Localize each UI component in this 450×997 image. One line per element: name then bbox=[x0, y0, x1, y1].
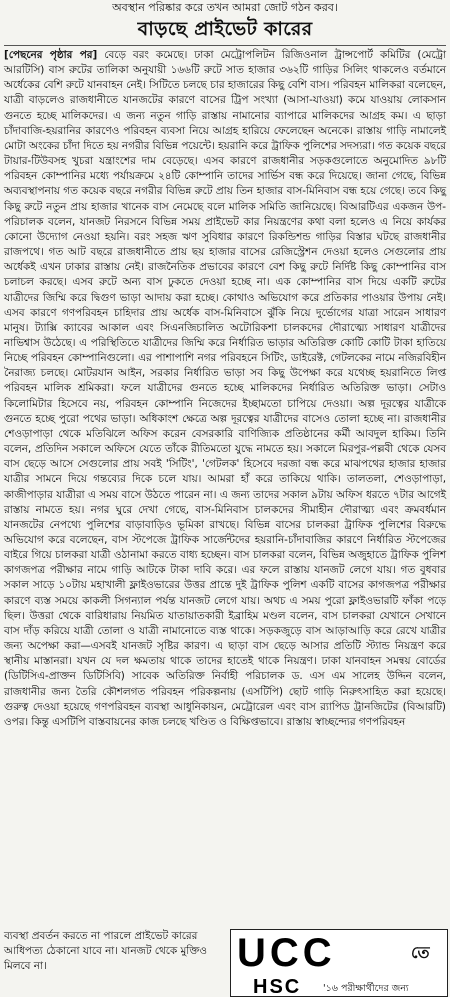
article-body bbox=[4, 48, 446, 730]
newspaper-page bbox=[0, 1, 450, 997]
ad-exam-label: HSC bbox=[253, 976, 302, 997]
article-tail-text: ব্যবস্থা প্রবর্তন করতে না পারলে প্রাইভেট কারের আধিপত্য ঠেকানো যাবে না। যানজট থেকে মুক্তিও মিলবে না। bbox=[4, 930, 207, 973]
ucc-advertisement bbox=[230, 929, 448, 997]
article-text: বেড়ে বরং কমেছে। ঢাকা মেট্রোপলিটন রিজিওনাল ট্রান্সপোর্ট কমিটির (মেট্রো আরটিসি) বাস রুটের তালিকা অনুযায়ী ১৬৬টি রুটে সাত হাজার ৩৬২টি গাড়ির সিলিং থাকলেও বর্তমানে অর্ধেকের বেশি রুটে যানবাহন নেই। সিটিতে চলছে চার হাজারের কিছু বেশি বাস। পরিবহন মালিকরা বলেছেন, যাত্রী বাড়লেও রাজধানীতে যানজটের কারণে বাসের ট্রিপ সংখ্যা (আসা-যাওয়া) কমে যাওয়ায় লোকসান গুনতে হচ্ছে মালিকদের। এ জন্য নতুন গাড়ি রাস্তায় নামানোর ব্যাপারে মালিকদের আগ্রহ কম। এ ছাড়া চাঁদাবাজি-হয়রানির কারণেও পরিবহন ব্যবসা নিয়ে আগ্রহ হারিয়ে ফেলেছেন অনেকে। রাস্তায় গাড়ি নামালেই মোটা অংকের চাঁদা দিতে হয় নগরীর বিভিন্ন পয়েন্টে। হয়রানি করে ট্রাফিক পুলিশের সদস্যরা। গত কয়েক বছরে টায়ার-টিউবসহ খুচরা যন্ত্রাংশের দাম বেড়েছে। এসব কারণে রাজধানীর সড়কগুলোতে অনুমোদিত ৯৮টি পরিবহন কোম্পানির মধ্যে পর্যায়ক্রমে ২৪টি কোম্পানি তাদের সার্ভিস বন্ধ করে দিয়েছে। জানা গেছে, বিভিন্ন অব্যবস্থাপনায় গত কয়েক বছরে নগরীর বিভিন্ন রুটে প্রায় তিন হাজার বাস-মিনিবাস বন্ধ হয়ে গেছে। তবে কিছু কিছু রুটে নতুন প্রায় হাজার খানেক বাস নেমেছে বলে মালিক সমিতি জানিয়েছে। বিআরটিএর একজন উপ-পরিচালক বলেন, যানজট নিরসনে বিভিন্ন সময় প্রাইভেট কার নিয়ন্ত্রণের কথা বলা হলেও এ নিয়ে কার্যকর কোনো উদ্যোগ নেওয়া হয়নি। বরং সহজ ঋণ সুবিধার কারণে রিকন্ডিশন্ড গাড়ির বিস্তার ঘটছে রাজধানীর রাজপথে। গত আট বছরে রাজধানীতে প্রায় ছয় হাজার বাসের রেজিস্ট্রেশন দেওয়া হলেও সেগুলোর প্রায় অর্ধেকই এখন ঢাকার রাস্তায় নেই। রাজনৈতিক প্রভাবের কারণে বেশ কিছু রুটে নির্দিষ্ট কিছু কোম্পানির বাস চলাচল করছে। এসব রুটে অন্য বাস ঢুকতে দেওয়া হচ্ছে না। এক কোম্পানির বাস দিয়ে একটি রুটের যাত্রীদের জিম্মি করে দ্বিগুণ ভাড়া আদায় করা হচ্ছে। কোথাও অভিযোগ করে প্রতিকার পাওয়ার উপায় নেই। এসব কারণে গণপরিবহন চাহিদার প্রায় অর্ধেক বাস-মিনিবাসে ঝুঁকি নিয়ে দুর্ভোগের যাত্রা সারেন সাধারণ মানুষ। ট্যাক্সি ক্যাবের আকাল এবং সিএনজিচালিত অটোরিকশা চালকদের দৌরাত্ম্যে সাধারণ যাত্রীদের নাভিশ্বাস উঠেছে। এ পরিস্থিতিতে যাত্রীদের জিম্মি করে নির্ধারিত ভাড়ার অতিরিক্ত কোটি কোটি টাকা হাতিয়ে নিচ্ছে পরিবহন কোম্পানিগুলো। এর পাশাপাশি নগর পরিবহনে সিটিং, ডাইরেক্ট, গেটলকের নামে নজিরবিহীন নৈরাজ্য চলছে। মোটরযান আইন, সরকার নির্ধারিত ভাড়া সব কিছু উপেক্ষা করে যথেচ্ছ হয়রানিতে লিপ্ত পরিবহন মালিক শ্রমিকরা। ফলে যাত্রীদের গুনতে হচ্ছে মালিকদের নির্ধারিত অতিরিক্ত ভাড়া। সেটাও কিলোমিটার হিসেবে নয়, পরিবহন কোম্পানি নিজেদের ইচ্ছামতো চাপিয়ে দেওয়া। অল্প দূরত্বের যাত্রীকে গুনতে হচ্ছে পুরো পথের ভাড়া। অধিকাংশ ক্ষেত্রে অল্প দূরত্বের যাত্রীদের বাসেও তোলা হচ্ছে না। রাজধানীর শেওড়াপাড়া থেকে মতিঝিলে অফিস করেন বেসরকারি বাণিজ্যিক প্রতিষ্ঠানের কর্মী আবদুল হাকিম। তিনি বলেন, প্রতিদিন সকালে অফিসে যেতে তাঁকে রীতিমতো যুদ্ধে নামতে হয়। সকালে মিরপুর-পল্লবী থেকে যেসব বাস ছেড়ে আসে সেগুলোর প্রায় সবই 'সিটিং', 'গেটলক' হিসেবে দরজা বন্ধ করে মাঝপথের হাজার হাজার যাত্রীর সামনে দিয়ে গন্তব্যের দিকে চলে যায়। আমরা হাঁ করে তাকিয়ে থাকি। তালতলা, শেওড়াপাড়া, কাজীপাড়ার যাত্রীরা এ সময় বাসে উঠতে পারেন না। এ জন্য তাদের সকাল ৯টায় অফিস ধরতে ৭টার আগেই রাস্তায় নামতে হয়। নগর ঘুরে দেখা গেছে, বাস-মিনিবাস চালকদের সীমাহীন দৌরাত্ম্য এবং ক্রমবর্ধমান যানজটের নেপথ্যে পুলিশের বাড়াবাড়িও ভূমিকা রাখছে। বিভিন্ন বাসের চালকরা ট্রাফিক পুলিশের বিরুদ্ধে অভিযোগ করে বলেছেন, বাস স্টপেজে ট্রাফিক সার্জেন্টদের হয়রানি-চাঁদাবাজির কারণে নির্ধারিত স্টপেজের বাইরে গিয়ে চালকরা যাত্রী ওঠানামা করতে বাধ্য হচ্ছেন। বাস চালকরা বলেন, বিভিন্ন অজুহাতে ট্রাফিক পুলিশ কাগজপত্র পরীক্ষার নামে গাড়ি আটকে টাকা দাবি করে। এর ফলে রাস্তায় যানজট লেগে যায়। গত বুধবার সকাল সাড়ে ১০টায় মহাখালী ফ্লাইওভারের উত্তর প্রান্তে দুই ট্রাফিক পুলিশ একটি বাসের কাগজপত্র পরীক্ষার কারণে ব্যস্ত সময়ে কাকলী সিগন্যাল পর্যন্ত যানজট লেগে যায়। অথচ এ সময় পুরো ফ্লাইওভারটি ফাঁকা পড়ে ছিল। উত্তরা থেকে বারিধারায় নিয়মিত যাতায়াতকারী ইব্রাহিম মণ্ডল বলেন, বাস চালকরা যেখানে সেখানে বাস দাঁড় করিয়ে যাত্রী তোলা ও যাত্রী নামানোতে ব্যস্ত থাকে। সড়কজুড়ে বাস আড়াআড়ি করে রেখে যাত্রীর জন্য অপেক্ষা করা—এসবই যানজট সৃষ্টির কারণ। এ ছাড়া বাস ছেড়ে আসার প্রতিটি স্ট্যান্ড নিয়ন্ত্রণ করে স্থানীয় মাস্তানরা। যখন যে দল ক্ষমতায় থাকে তাদের হাতেই থাকে নিয়ন্ত্রণ। ঢাকা যানবাহন সমন্বয় বোর্ডের (ডিটিসিএ-প্রাক্তন ডিটিসিবি) সাবেক অতিরিক্ত নির্বাহী পরিচালক ড. এস এম সালেহ উদ্দিন বলেন, রাজধানীর জন্য তৈরি কৌশলগত পরিবহন পরিকল্পনায় (এসটিপি) ছোট গাড়ি নিরুৎসাহিত করা হয়েছে। গুরুত্ব দেওয়া হয়েছে গণপরিবহন ব্যবস্থা আধুনিকায়ন, মেট্রোরেল এবং বাস র‍্যাপিড ট্রানজিটের (বিআরটি) ওপর। কিন্তু এসটিপি বাস্তবায়নের কাজ চলছে খণ্ডিত ও বিক্ষিপ্তভাবে। রাস্তায় স্বাচ্ছন্দ্যের গণপরিবহন bbox=[4, 49, 447, 728]
continuation-marker: [পেছনের পৃষ্ঠার পর] bbox=[4, 49, 98, 61]
ad-brand-logo: UCC bbox=[237, 931, 336, 975]
ad-tagline: '১৬ পরীক্ষার্থীদের জন্য bbox=[323, 983, 409, 994]
article-headline: বাড়ছে প্রাইভেট কারের bbox=[137, 18, 313, 40]
previous-article-tail: অবস্থান পরিষ্কার করে তখন আমরা জোট গঠন করব। bbox=[112, 1, 338, 14]
ad-brand-suffix: তে bbox=[411, 943, 430, 962]
headline-divider bbox=[4, 45, 446, 46]
